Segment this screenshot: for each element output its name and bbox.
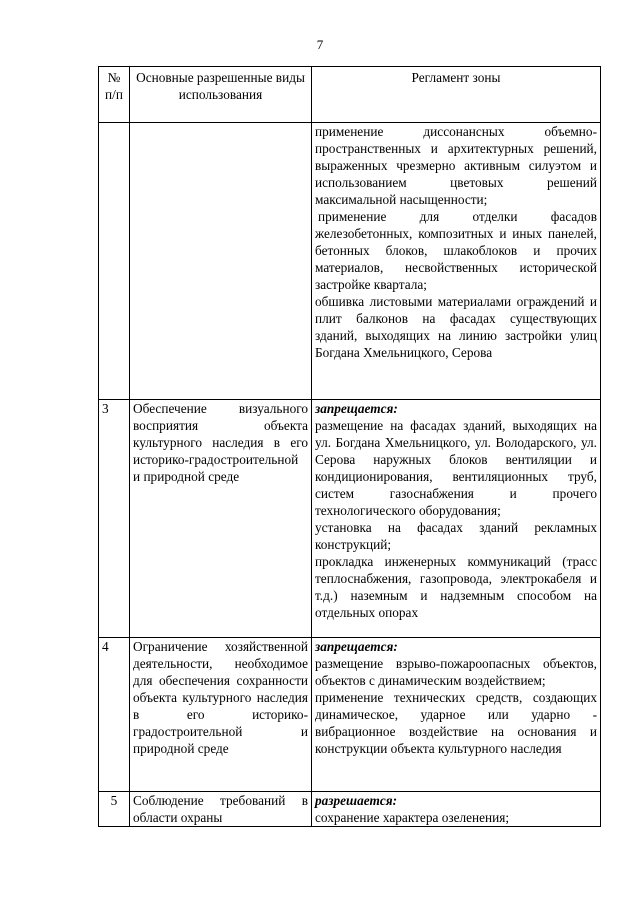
regulation-paragraph: применение диссонансных объемно-пространственных и архитектурных решений, выраженных чрезмерно активным силуэтом и использованием цветовых решений максимальной насыщенности; bbox=[315, 124, 597, 207]
header-uses: Основные разрешенные виды использования bbox=[130, 67, 312, 123]
table-header-row bbox=[99, 67, 601, 123]
row-use: Соблюдение требований в области охраны bbox=[130, 792, 312, 827]
header-number: № п/п bbox=[99, 67, 130, 123]
row-number bbox=[99, 123, 130, 400]
row-use bbox=[130, 123, 312, 400]
regulation-paragraph: размещение взрыво-пожароопасных объектов, объектов с динамическим воздействием; bbox=[315, 656, 597, 688]
table-row bbox=[99, 792, 601, 827]
regulation-label: разрешается: bbox=[315, 793, 398, 808]
page-number: 7 bbox=[316, 37, 324, 52]
row-regulation bbox=[312, 123, 601, 400]
regulation-paragraph: применение технических средств, создающих динамическое, ударное или ударно - вибрационное воздействие на основания и конструкции объекта культурного наследия bbox=[315, 690, 597, 756]
regulation-paragraph: обшивка листовыми материалами ограждений и плит балконов на фасадах существующих зданий, выходящих на линию застройки улиц Богдана Хмельницкого, Серова bbox=[315, 294, 597, 360]
regulation-paragraph: прокладка инженерных коммуникаций (трасс теплоснабжения, газопровода, электрокабеля и т.д.) наземным и надземным способом на отдельных опорах bbox=[315, 554, 597, 620]
row-number: 5 bbox=[99, 792, 130, 827]
table-row bbox=[99, 638, 601, 792]
zone-regulation-table bbox=[98, 66, 601, 827]
regulation-label: запрещается: bbox=[315, 401, 398, 416]
regulation-paragraph: сохранение характера озеленения; bbox=[315, 810, 510, 825]
row-number: 4 bbox=[99, 638, 130, 792]
row-use: Обеспечение визуального восприятия объекта культурного наследия в его историко-градостроительной и природной среде bbox=[130, 400, 312, 638]
regulation-label: запрещается: bbox=[315, 639, 398, 654]
header-regulation: Регламент зоны bbox=[312, 67, 601, 123]
row-use: Ограничение хозяйственной деятельности, необходимое для обеспечения сохранности объекта культурного наследия в его историко-градостроительной и природной среде bbox=[130, 638, 312, 792]
row-regulation bbox=[312, 638, 601, 792]
table-row bbox=[99, 123, 601, 400]
row-regulation bbox=[312, 792, 601, 827]
regulation-paragraph: применение для отделки фасадов железобетонных, композитных и иных панелей, бетонных блоков, шлакоблоков и прочих материалов, несвойственных исторической застройке квартала; bbox=[315, 209, 597, 292]
regulation-paragraph: установка на фасадах зданий рекламных конструкций; bbox=[315, 520, 597, 552]
row-regulation bbox=[312, 400, 601, 638]
regulation-paragraph: размещение на фасадах зданий, выходящих на ул. Богдана Хмельницкого, ул. Володарского, ул. Серова наружных блоков вентиляции и кондиционирования, вентиляционных труб, систем газоснабжения и прочего технологического оборудования; bbox=[315, 418, 597, 518]
table-row bbox=[99, 400, 601, 638]
row-number: 3 bbox=[99, 400, 130, 638]
